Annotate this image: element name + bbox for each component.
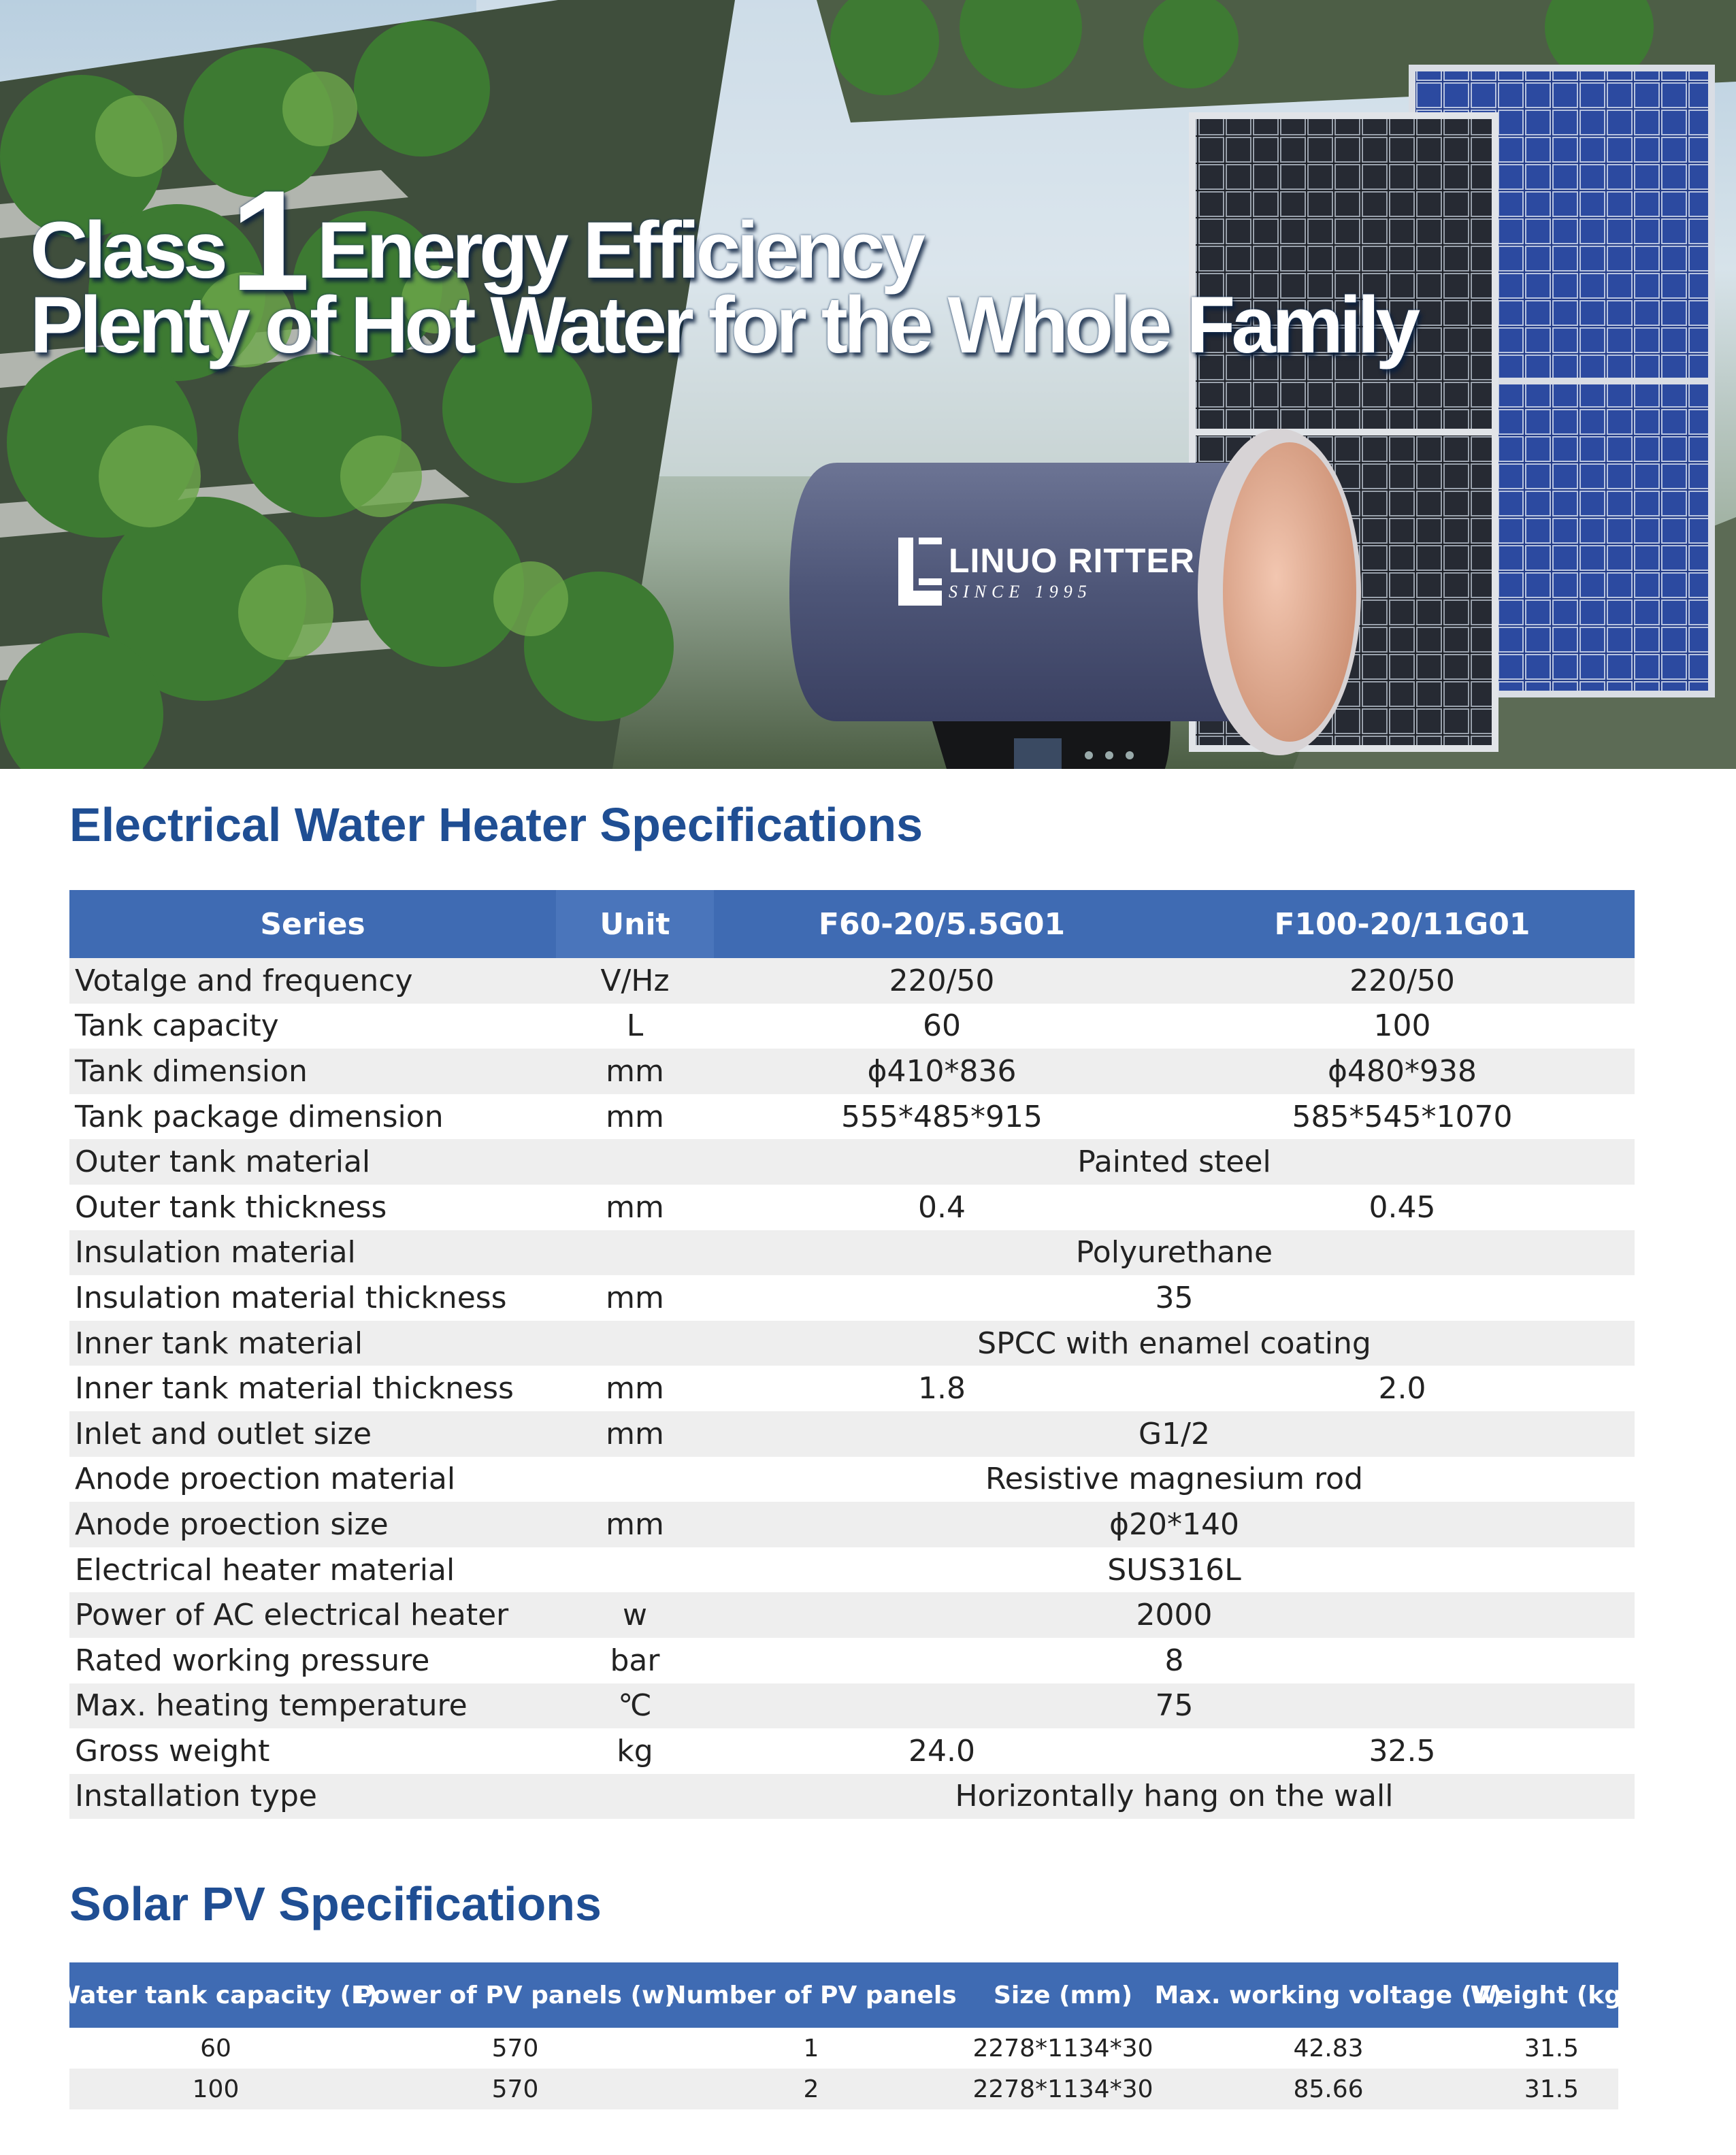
spec-param-name: Power of AC electrical heater xyxy=(75,1598,509,1633)
spec-value-model-a: 220/50 xyxy=(889,963,995,998)
pv-capacity-cell: 60 xyxy=(200,2034,231,2062)
pv-table xyxy=(53,1962,1633,2109)
spec-param-name: Inner tank material thickness xyxy=(75,1371,514,1406)
table-row xyxy=(69,1728,1635,1774)
hero-banner xyxy=(0,0,1736,769)
table-row xyxy=(69,1230,1635,1276)
pv-weight-cell: 31.5 xyxy=(1524,2034,1579,2062)
spec-value-model-b: 32.5 xyxy=(1369,1733,1436,1769)
spec-param-name: Rated working pressure xyxy=(75,1643,430,1678)
spec-value-model-b: 100 xyxy=(1373,1008,1431,1044)
table-row xyxy=(69,1139,1635,1185)
pv-header-voltage: Max. working voltage (V) xyxy=(1154,1981,1503,2009)
spec-param-name: Insulation material thickness xyxy=(75,1280,507,1315)
spec-table-header xyxy=(69,890,1635,958)
spec-value-model-b: 0.45 xyxy=(1369,1189,1436,1225)
spec-value-model-b: ϕ480*938 xyxy=(1328,1053,1477,1089)
pv-voltage-cell: 85.66 xyxy=(1293,2075,1364,2103)
spec-header-model-a: F60-20/5.5G01 xyxy=(818,906,1066,942)
spec-value-shared: Painted steel xyxy=(1077,1145,1271,1180)
spec-param-unit xyxy=(556,1230,714,1276)
spec-value-shared: Resistive magnesium rod xyxy=(985,1462,1363,1497)
spec-value-shared: ϕ20*140 xyxy=(1109,1507,1239,1542)
pv-header-weight: Weight (kg) xyxy=(1470,1981,1633,2009)
table-row xyxy=(69,1366,1635,1411)
spec-value-shared: 2000 xyxy=(1136,1598,1213,1633)
spec-param-name: Tank package dimension xyxy=(75,1099,444,1134)
spec-param-unit xyxy=(556,1321,714,1366)
headline-efficiency: Energy Efficiency xyxy=(316,205,921,295)
spec-param-unit: L xyxy=(626,1008,644,1044)
spec-param-unit: mm xyxy=(606,1416,664,1451)
spec-value-shared: 75 xyxy=(1155,1688,1194,1724)
pv-weight-cell: 31.5 xyxy=(1524,2075,1579,2103)
table-row xyxy=(69,1004,1635,1049)
spec-section-title: Electrical Water Heater Specifications xyxy=(69,798,923,851)
pv-header-capacity: Water tank capacity (L) xyxy=(53,1981,378,2009)
spec-param-unit: mm xyxy=(606,1280,664,1315)
spec-param-unit xyxy=(556,1547,714,1593)
spec-param-name: Electrical heater material xyxy=(75,1552,455,1588)
table-row xyxy=(69,1411,1635,1457)
spec-value-shared: 8 xyxy=(1164,1643,1184,1678)
table-row xyxy=(69,2069,1618,2109)
spec-param-unit: w xyxy=(623,1598,647,1633)
spec-value-shared: Horizontally hang on the wall xyxy=(955,1779,1394,1814)
pv-size-cell: 2278*1134*30 xyxy=(972,2034,1153,2062)
hero-illustration xyxy=(0,0,1736,769)
spec-param-name: Outer tank thickness xyxy=(75,1189,387,1225)
table-row xyxy=(69,1049,1635,1094)
spec-param-name: Inner tank material xyxy=(75,1326,363,1361)
spec-value-model-a: 0.4 xyxy=(918,1189,966,1225)
table-row xyxy=(69,1547,1635,1593)
spec-param-name: Votalge and frequency xyxy=(75,963,413,998)
spec-value-model-a: 1.8 xyxy=(918,1371,966,1406)
spec-param-name: Anode proection size xyxy=(75,1507,389,1542)
spec-table-body xyxy=(69,958,1635,1819)
pv-power-cell: 570 xyxy=(491,2075,539,2103)
spec-param-unit: V/Hz xyxy=(600,963,670,998)
table-row xyxy=(69,1321,1635,1366)
headline-number: 1 xyxy=(230,161,310,320)
spec-param-unit: mm xyxy=(606,1507,664,1542)
spec-header-model-b: F100-20/11G01 xyxy=(1274,906,1530,942)
headline-class: Class xyxy=(30,205,224,295)
spec-param-unit xyxy=(556,1774,714,1820)
pv-header-size: Size (mm) xyxy=(993,1981,1133,2009)
headline-line-2: Plenty of Hot Water for the Whole Family xyxy=(30,280,1417,370)
spec-param-name: Insulation material xyxy=(75,1235,356,1270)
spec-param-unit: bar xyxy=(610,1643,660,1678)
spec-param-name: Gross weight xyxy=(75,1733,270,1769)
spec-param-unit: mm xyxy=(606,1099,664,1134)
brand-name: LINUO RITTER xyxy=(949,542,1195,580)
spec-param-unit: mm xyxy=(606,1371,664,1406)
spec-header-unit: Unit xyxy=(556,890,714,958)
spec-header-series: Series xyxy=(260,906,365,942)
spec-param-unit: mm xyxy=(606,1189,664,1225)
pv-capacity-cell: 100 xyxy=(192,2075,240,2103)
spec-value-model-b: 2.0 xyxy=(1378,1371,1426,1406)
table-row xyxy=(69,1774,1635,1820)
spec-value-model-a: ϕ410*836 xyxy=(867,1053,1017,1089)
spec-table xyxy=(69,890,1635,1819)
spec-param-name: Inlet and outlet size xyxy=(75,1416,372,1451)
spec-param-name: Anode proection material xyxy=(75,1462,456,1497)
table-row xyxy=(69,1094,1635,1140)
table-row xyxy=(69,1502,1635,1547)
pv-table-body xyxy=(69,2028,1618,2109)
spec-param-unit: ℃ xyxy=(618,1688,652,1724)
spec-param-name: Outer tank material xyxy=(75,1145,371,1180)
spec-value-shared: SPCC with enamel coating xyxy=(977,1326,1371,1361)
table-row xyxy=(69,958,1635,1004)
table-row xyxy=(69,1592,1635,1638)
brand-since: SINCE 1995 xyxy=(949,582,1092,602)
spec-param-unit xyxy=(556,1457,714,1502)
spec-value-model-b: 585*545*1070 xyxy=(1292,1099,1513,1134)
spec-value-shared: Polyurethane xyxy=(1075,1235,1273,1270)
spec-param-unit xyxy=(556,1139,714,1185)
pv-header-power: Power of PV panels (w) xyxy=(355,1981,676,2009)
pv-header-panel-count: Number of PV panels xyxy=(666,1981,957,2009)
table-row xyxy=(69,1683,1635,1729)
pv-voltage-cell: 42.83 xyxy=(1293,2034,1364,2062)
spec-value-model-a: 24.0 xyxy=(908,1733,975,1769)
brand-logo-icon xyxy=(898,538,942,606)
spec-value-shared: 35 xyxy=(1155,1280,1194,1315)
spec-value-model-a: 60 xyxy=(923,1008,961,1044)
pv-power-cell: 570 xyxy=(491,2034,539,2062)
spec-param-unit: kg xyxy=(617,1733,653,1769)
pv-size-cell: 2278*1134*30 xyxy=(972,2075,1153,2103)
pv-panel-count-cell: 2 xyxy=(803,2075,819,2103)
spec-param-name: Installation type xyxy=(75,1779,317,1814)
spec-value-shared: G1/2 xyxy=(1139,1416,1210,1451)
spec-param-name: Tank dimension xyxy=(75,1053,308,1089)
spec-value-model-b: 220/50 xyxy=(1349,963,1455,998)
table-row xyxy=(69,1457,1635,1502)
table-row xyxy=(69,1275,1635,1321)
table-row xyxy=(69,1185,1635,1230)
spec-param-unit: mm xyxy=(606,1053,664,1089)
pv-section-title: Solar PV Specifications xyxy=(69,1877,602,1930)
table-row xyxy=(69,1638,1635,1683)
table-row xyxy=(69,2028,1618,2069)
spec-param-name: Tank capacity xyxy=(75,1008,279,1044)
spec-value-model-a: 555*485*915 xyxy=(841,1099,1043,1134)
brand-logo xyxy=(898,538,1195,606)
pv-panel-count-cell: 1 xyxy=(803,2034,819,2062)
spec-value-shared: SUS316L xyxy=(1107,1552,1241,1588)
pv-table-header xyxy=(53,1962,1633,2028)
spec-param-name: Max. heating temperature xyxy=(75,1688,468,1724)
